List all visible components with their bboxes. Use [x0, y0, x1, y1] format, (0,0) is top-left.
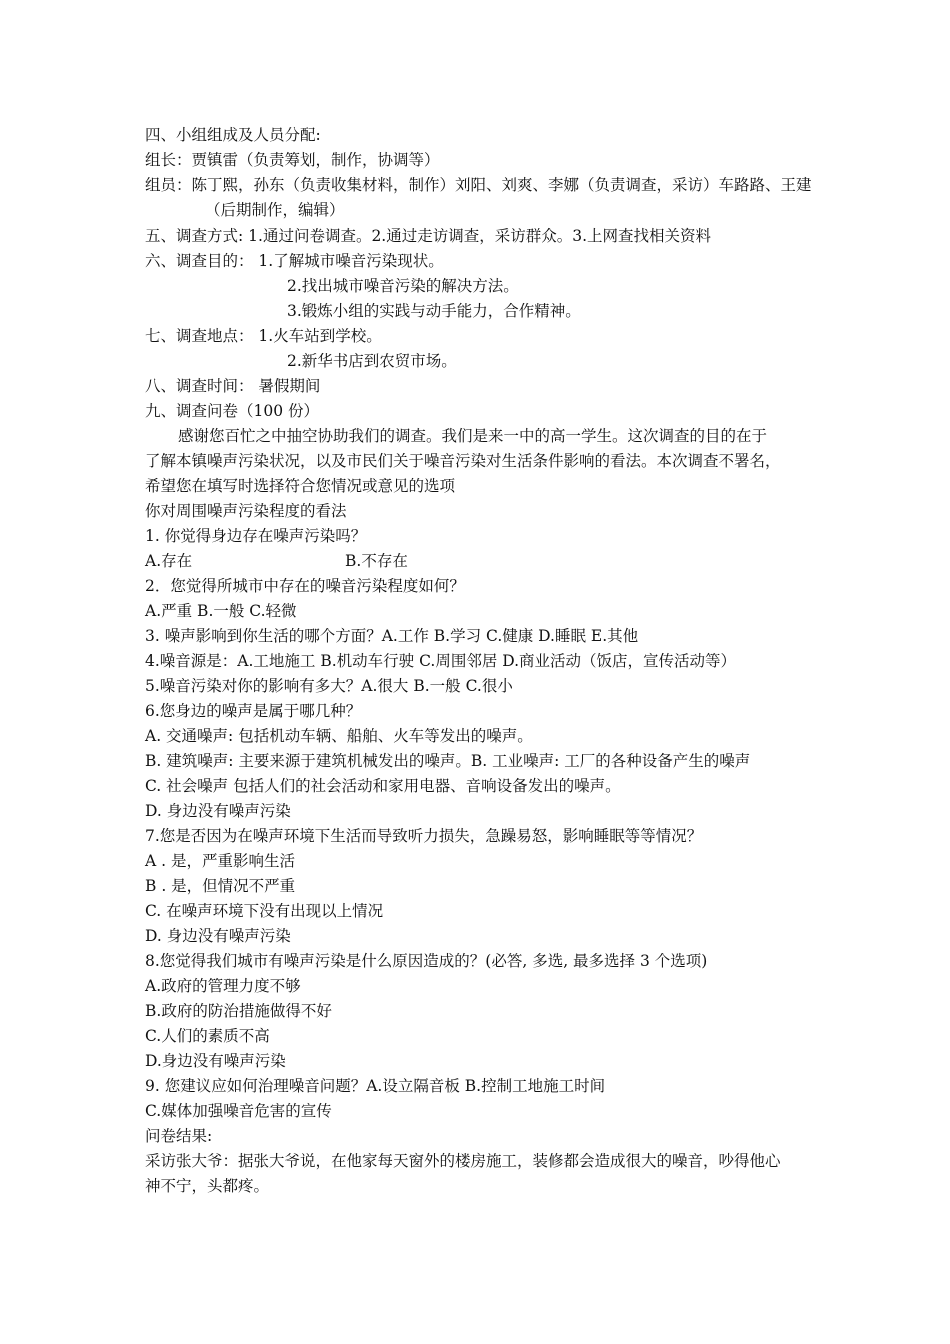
question-7-option-a: A . 是，严重影响生活 [145, 852, 295, 870]
intro-line-1: 感谢您百忙之中抽空协助我们的调查。我们是来一中的高一学生。这次调查的目的在于 [178, 427, 768, 445]
group-members-cont: （后期制作，编辑） [205, 201, 345, 219]
survey-time: 八、调查时间： 暑假期间 [145, 377, 321, 395]
interview-line-2: 神不宁，头都疼。 [145, 1177, 270, 1195]
question-7-option-c: C. 在噪声环境下没有出现以上情况 [145, 902, 384, 920]
question-8-option-a: A.政府的管理力度不够 [145, 977, 301, 995]
question-6-option-b: B. 建筑噪声: 主要来源于建筑机械发出的噪声。B. 工业噪声: 工厂的各种设备产生的噪声 [145, 752, 751, 770]
group-members: 组员：陈丁熙，孙东（负责收集材料，制作）刘阳、刘爽、李娜（负责调查，采访）车路路、王建 [145, 176, 812, 194]
section-title-group: 四、小组组成及人员分配: [145, 126, 321, 144]
option-a: A.存在 [145, 552, 193, 570]
question-1-options [145, 549, 545, 573]
question-5: 5.噪音污染对你的影响有多大？A.很大 B.一般 C.很小 [145, 677, 513, 695]
question-4: 4.噪音源是：A.工地施工 B.机动车行驶 C.周围邻居 D.商业活动（饭店，宣传活动等） [145, 652, 737, 670]
intro-line-2: 了解本镇噪声污染状况，以及市民们关于噪音污染对生活条件影响的看法。本次调查不署名， [145, 452, 781, 470]
question-7-option-b: B . 是，但情况不严重 [145, 877, 296, 895]
question-8-option-d: D.身边没有噪声污染 [145, 1052, 286, 1070]
survey-method: 五、调查方式: 1.通过问卷调查。2.通过走访调查，采访群众。3.上网查找相关资料 [145, 227, 712, 245]
question-9: 9. 您建议应如何治理噪音问题？A.设立隔音板 B.控制工地施工时间 [145, 1077, 606, 1095]
question-6: 6.您身边的噪声是属于哪几种？ [145, 702, 362, 720]
question-3: 3. 噪声影响到你生活的哪个方面？A.工作 B.学习 C.健康 D.睡眠 E.其他 [145, 627, 639, 645]
question-7: 7.您是否因为在噪声环境下生活而导致听力损失，急躁易怒，影响睡眠等等情况？ [145, 827, 703, 845]
question-2-options: A.严重 B.一般 C.轻微 [145, 602, 297, 620]
survey-questionnaire-title: 九、调查问卷（100 份） [145, 402, 320, 420]
question-8-option-b: B.政府的防治措施做得不好 [145, 1002, 332, 1020]
question-6-option-a: A. 交通噪声: 包括机动车辆、船舶、火车等发出的噪声。 [145, 727, 533, 745]
question-9-option-c: C.媒体加强噪音危害的宣传 [145, 1102, 332, 1120]
question-7-option-d: D. 身边没有噪声污染 [145, 927, 291, 945]
question-8: 8.您觉得我们城市有噪声污染是什么原因造成的？(必答, 多选, 最多选择 3 个选项) [145, 952, 708, 970]
survey-location-2: 2.新华书店到农贸市场。 [287, 352, 457, 370]
option-b: B.不存在 [345, 552, 408, 570]
survey-heading: 你对周围噪声污染程度的看法 [145, 502, 347, 520]
survey-location-1: 七、调查地点： 1.火车站到学校。 [145, 327, 382, 345]
question-6-option-c: C. 社会噪声 包括人们的社会活动和家用电器、音响设备发出的噪声。 [145, 777, 621, 795]
intro-line-3: 希望您在填写时选择符合您情况或意见的选项 [145, 477, 456, 495]
survey-purpose-3: 3.锻炼小组的实践与动手能力，合作精神。 [287, 302, 581, 320]
question-1: 1. 你觉得身边存在噪声污染吗？ [145, 527, 367, 545]
group-leader: 组长：贾镇雷（负责筹划，制作，协调等） [145, 151, 440, 169]
survey-purpose-1: 六、调查目的： 1.了解城市噪音污染现状。 [145, 252, 444, 270]
survey-purpose-2: 2.找出城市噪音污染的解决方法。 [287, 277, 519, 295]
question-8-option-c: C.人们的素质不高 [145, 1027, 270, 1045]
question-6-option-d: D. 身边没有噪声污染 [145, 802, 291, 820]
question-2: 2．您觉得所城市中存在的噪音污染程度如何？ [145, 577, 465, 595]
results-heading: 问卷结果: [145, 1127, 213, 1145]
interview-line-1: 采访张大爷：据张大爷说，在他家每天窗外的楼房施工，装修都会造成很大的噪音，吵得他心 [145, 1152, 781, 1170]
